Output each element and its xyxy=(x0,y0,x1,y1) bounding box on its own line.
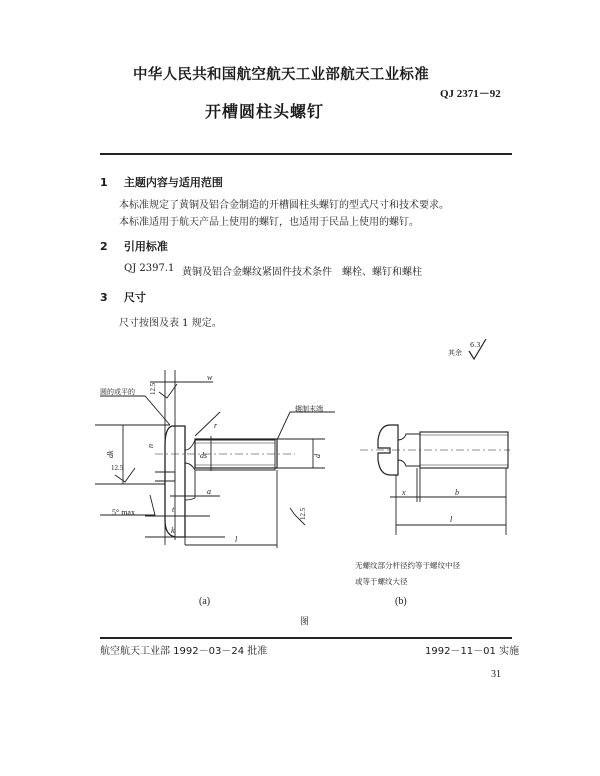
approval-statement: 航空航天工业部 1992－03－24 批准 xyxy=(100,646,268,657)
svg-text:12.5: 12.5 xyxy=(149,382,157,395)
drawing-a-diagram xyxy=(95,370,345,560)
svg-text:n: n xyxy=(146,444,155,448)
svg-text:b: b xyxy=(455,488,459,497)
head-shape-callout: 圆的或平的 xyxy=(100,388,135,396)
svg-text:12.5: 12.5 xyxy=(111,464,124,472)
document-title: 开槽圆柱头螺钉 xyxy=(205,102,325,121)
page-number: 31 xyxy=(491,669,501,680)
section-2-heading xyxy=(100,238,168,254)
header-divider xyxy=(100,153,512,155)
issuing-organization: 中华人民共和国航空航天工业部航天工业标准 xyxy=(133,67,429,83)
angle-callout: 5° max xyxy=(112,508,135,517)
svg-text:12.5: 12.5 xyxy=(299,507,307,520)
section-number: 2 xyxy=(100,240,108,253)
drawing-b-caption: (b) xyxy=(395,596,407,607)
svg-text:r: r xyxy=(214,421,218,430)
section-number: 1 xyxy=(100,176,108,189)
roughness-note-label: 其余 xyxy=(448,349,462,357)
svg-text:l: l xyxy=(235,535,238,544)
drawing-b-note-line-2: 或等于螺纹大径 xyxy=(355,577,408,586)
svg-text:dk: dk xyxy=(106,450,115,458)
svg-text:d: d xyxy=(313,454,322,458)
reference-code: QJ 2397.1 xyxy=(124,263,175,274)
svg-text:l: l xyxy=(450,515,453,524)
section-3-paragraph: 尺寸按图及表 1 规定。 xyxy=(119,318,222,329)
section-title: 尺寸 xyxy=(123,291,146,304)
roughness-note-value: 6.3 xyxy=(470,341,481,349)
section-number: 3 xyxy=(100,291,108,304)
svg-text:k: k xyxy=(171,526,175,535)
svg-text:x: x xyxy=(402,488,406,497)
svg-text:t: t xyxy=(172,505,175,514)
section-1-heading xyxy=(100,174,223,190)
svg-text:ds: ds xyxy=(200,451,208,460)
rolled-end-callout: 辗制末端 xyxy=(295,405,323,413)
effective-date: 1992－11－01 实施 xyxy=(425,646,520,657)
standard-code: QJ 2371－92 xyxy=(440,88,501,100)
section-1-paragraph-1: 本标准规定了黄铜及铝合金制造的开槽圆柱头螺钉的型式尺寸和技术要求。 xyxy=(119,200,449,211)
drawing-b-diagram xyxy=(360,420,510,540)
section-title: 引用标准 xyxy=(123,240,168,253)
section-3-heading xyxy=(100,289,146,305)
drawing-b-note-line-1: 无螺纹部分杆径约等于螺纹中径 xyxy=(355,561,460,570)
drawing-a-caption: (a) xyxy=(199,596,211,607)
figure-label: 图 xyxy=(300,617,310,627)
section-title: 主题内容与适用范围 xyxy=(123,176,223,189)
section-1-paragraph-2: 本标准适用于航天产品上使用的螺钉，也适用于民品上使用的螺钉。 xyxy=(119,217,419,228)
svg-text:w: w xyxy=(207,373,213,382)
reference-title: 黄铜及铝合金螺纹紧固件技术条件 螺栓、螺钉和螺柱 xyxy=(182,267,422,278)
svg-text:a: a xyxy=(207,487,211,496)
footer-divider xyxy=(100,637,512,639)
roughness-symbol-icon xyxy=(468,339,488,363)
